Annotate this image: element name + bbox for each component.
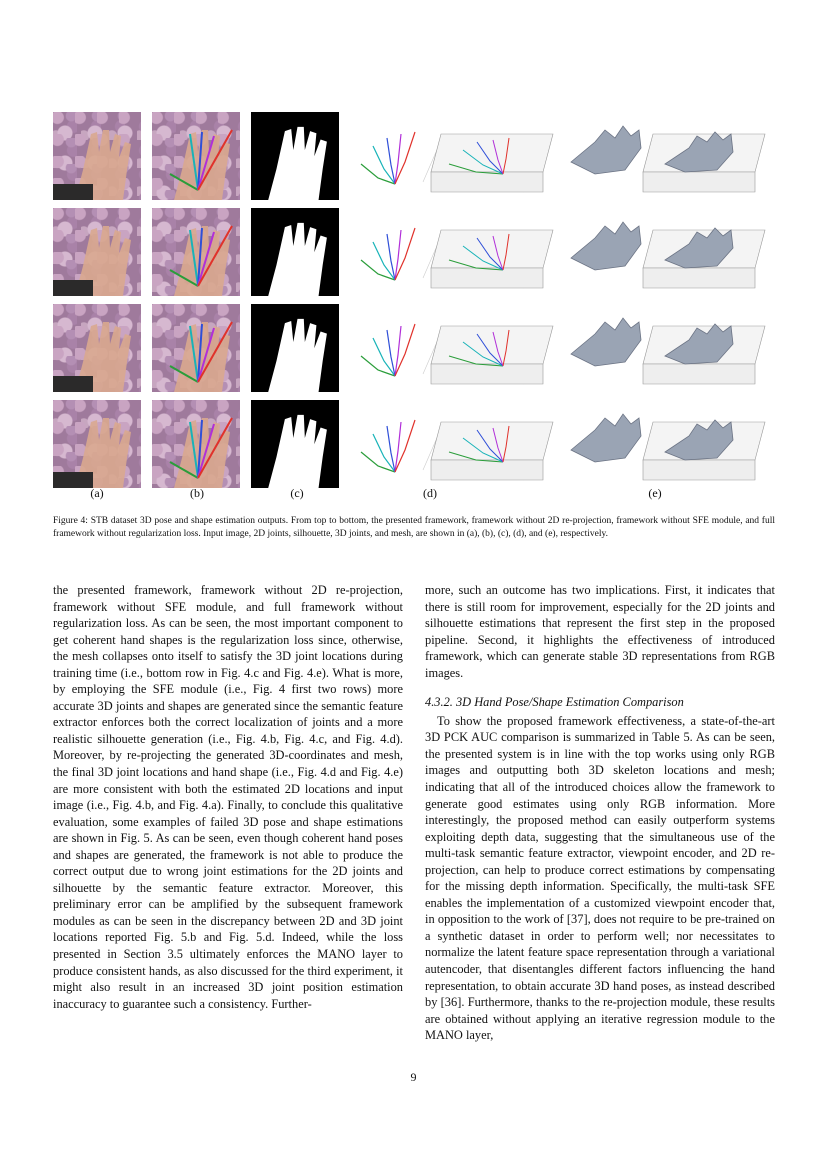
right-paragraph-1: more, such an outcome has two implications. First, it indicates that there is still room for improvement, especially for the 2D joints and silhouette estimations that represent the first step in the proposed pipeline. Second, it highlights the effectiveness of introduced framework, which can generate stable 3D representations from RGB images. <box>425 583 775 680</box>
section-heading: 4.3.2. 3D Hand Pose/Shape Estimation Comparison <box>425 695 684 710</box>
joints-3d-plot <box>353 208 563 296</box>
joints-2d-image <box>152 304 240 392</box>
joints-2d-image <box>152 400 240 488</box>
left-column <box>53 582 403 1012</box>
label-d: (d) <box>423 486 437 500</box>
figure-row <box>53 304 773 392</box>
label-c: (c) <box>290 486 304 500</box>
input-image <box>53 208 141 296</box>
joints-3d-plot <box>353 400 563 488</box>
right-column <box>425 582 775 1044</box>
mesh-plot <box>565 112 775 200</box>
mesh-plot <box>565 304 775 392</box>
silhouette-image <box>251 400 339 488</box>
figure-row <box>53 208 773 296</box>
input-image <box>53 304 141 392</box>
label-e: (e) <box>648 486 662 500</box>
figure-caption: Figure 4: STB dataset 3D pose and shape estimation outputs. From top to bottom, the presented framework, framework without 2D re-projection, framework without SFE module, and full framework without regularization loss. Input image, 2D joints, silhouette, 3D joints, and mesh, are shown in (a), (b), (c), (d), and (e), respectively. <box>53 516 775 539</box>
joints-3d-plot <box>353 112 563 200</box>
silhouette-image <box>251 304 339 392</box>
joints-3d-plot <box>353 304 563 392</box>
input-image <box>53 112 141 200</box>
joints-2d-image <box>152 208 240 296</box>
mesh-plot <box>565 208 775 296</box>
page-number: 9 <box>410 1070 417 1084</box>
label-b: (b) <box>190 486 204 500</box>
figure-4 <box>53 112 773 502</box>
left-paragraph: the presented framework, framework without 2D re-projection, framework without SFE module, and full framework without regularization loss. As can be seen, the most important component to get coherent hand shapes is the regularization loss since, otherwise, the mesh collapses onto itself to satisfy the 3D joint locations during training time (i.e., bottom row in Fig. 4.c and Fig. 4.e). What is more, by employing the SFE module (i.e., Fig. 4 first two rows) more accurate 3D joints and shapes are generated since the semantic feature extractor enforces both the correct localization of joints and a more realistic silhouette generation (i.e., Fig. 4.b, Fig. 4.c, and Fig. 4.d). Moreover, by re-projecting the generated 3D-coordinates and mesh, the final 3D joint locations and hand shape (i.e., Fig. 4.d and Fig. 4.e) are more consistent with both the estimated 2D locations and input image (i.e., Fig. 4.b, and Fig. 4.a). Finally, to conclude this qualitative evaluation, some examples of failed 3D pose and shape estimations are shown in Fig. 5. As can be seen, even though coherent hand poses and shapes are generated, the framework is not able to produce the correct output due to wrong joint estimations for the 2D joints and silhouette by the semantic feature extractor. Moreover, this preliminary error can be amplified by the subsequent framework modules as can be seen in the discrepancy between 2D and 3D joint locations reported Fig. 5.b and Fig. 5.d. Indeed, while the loss presented in Section 3.5 ultimately enforces the MANO layer to produce consistent hands, as also discussed for the third experiment, it might also result in an increased 3D joint position estimation inaccuracy to guarantee such a consistency. Further- <box>53 583 403 1011</box>
figure-row <box>53 400 773 488</box>
input-image <box>53 400 141 488</box>
figure-row <box>53 112 773 200</box>
right-paragraph-2: To show the proposed framework effectiveness, a state-of-the-art 3D PCK AUC comparison is summarized in Table 5. As can be seen, the presented system is in line with the top works using only RGB images and outputting both 3D skeleton locations and mesh; indicating that all of the introduced choices allow the framework to generate good estimates using only RGB information. More interestingly, the proposed method can easily outperform systems exploiting depth data, suggesting that the simultaneous use of the multi-task semantic feature extractor, viewpoint encoder, and 2D re-projection, can help to produce correct estimations by compensating for the missing depth information. Specifically, the multi-task SFE enables the implementation of a customized viewpoint encoder that, in opposition to the work of [37], does not require to be pre-trained on a synthetic dataset in order to perform well; nor necessitates to normalize the latent feature space representation through a variational autencoder, that disentangles different factors influencing the hand representation, to obtain accurate 3D hand poses, as instead described by [36]. Furthermore, thanks to the re-projection module, these results are obtained without applying an iterative regression module to the MANO layer, <box>425 713 775 1043</box>
joints-2d-image <box>152 112 240 200</box>
label-a: (a) <box>90 486 104 500</box>
mesh-plot <box>565 400 775 488</box>
silhouette-image <box>251 112 339 200</box>
silhouette-image <box>251 208 339 296</box>
